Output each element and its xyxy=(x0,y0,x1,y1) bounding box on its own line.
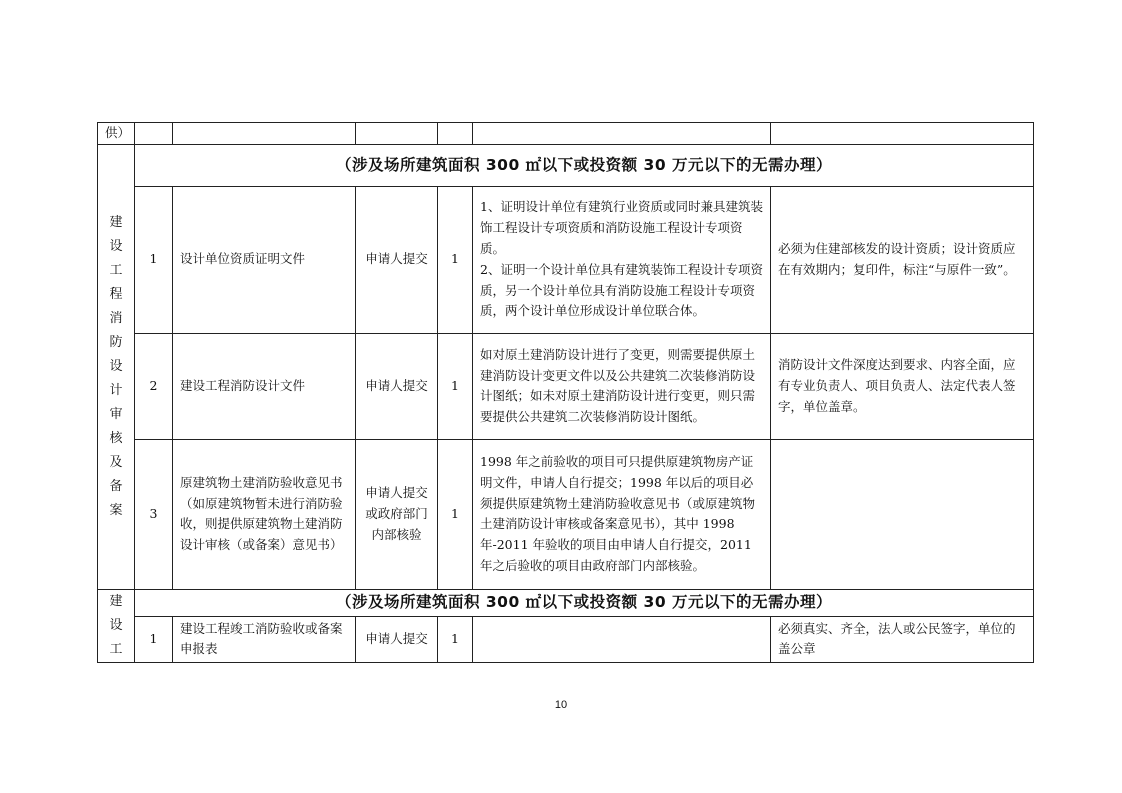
row-number: 3 xyxy=(135,439,173,589)
table-row xyxy=(98,616,1034,662)
section-note-row xyxy=(98,589,1034,616)
material-name: 原建筑物土建消防验收意见书（如原建筑物暂未进行消防验收，则提供原建筑物土建消防设计审核（或备案）意见书） xyxy=(173,439,356,589)
material-requirement: 必须为住建部核发的设计资质；设计资质应在有效期内；复印件，标注“与原件一致”。 xyxy=(771,186,1034,333)
material-name: 建设工程消防设计文件 xyxy=(173,333,356,439)
table-row xyxy=(98,186,1034,333)
material-copies: 1 xyxy=(438,616,473,662)
exemption-note: （涉及场所建筑面积 300 ㎡以下或投资额 30 万元以下的无需办理） xyxy=(135,589,1034,616)
material-source: 申请人提交 xyxy=(356,333,438,439)
material-description: 如对原土建消防设计进行了变更，则需要提供原土建消防设计变更文件以及公共建筑二次装修消防设计图纸；如未对原土建消防设计进行变更，则只需要提供公共建筑二次装修消防设计图纸。 xyxy=(473,333,771,439)
section-note-row xyxy=(98,144,1034,186)
material-source: 申请人提交或政府部门内部核验 xyxy=(356,439,438,589)
exemption-note: （涉及场所建筑面积 300 ㎡以下或投资额 30 万元以下的无需办理） xyxy=(135,144,1034,186)
material-name: 设计单位资质证明文件 xyxy=(173,186,356,333)
category-cell-acceptance: 建设工 xyxy=(98,589,135,662)
row-number: 1 xyxy=(135,616,173,662)
material-description: 1、证明设计单位有建筑行业资质或同时兼具建筑装饰工程设计专项资质和消防设施工程设计专项资质。 2、证明一个设计单位具有建筑装饰工程设计专项资质，另一个设计单位具有消防设施工程设计专项资质，两个设计单位形成设计单位联合体。 xyxy=(473,186,771,333)
category-cell-design: 建设工程消防设计审核及备案 xyxy=(98,144,135,589)
material-copies: 1 xyxy=(438,439,473,589)
row-number: 2 xyxy=(135,333,173,439)
row-number: 1 xyxy=(135,186,173,333)
category-cell-tail: 供） xyxy=(98,123,135,145)
material-requirement: 消防设计文件深度达到要求、内容全面，应有专业负责人、项目负责人、法定代表人签字，单位盖章。 xyxy=(771,333,1034,439)
material-description: 1998 年之前验收的项目可只提供原建筑物房产证明文件，申请人自行提交；1998 年以后的项目必须提供原建筑物土建消防验收意见书（或原建筑物土建消防设计审核或备案意见书），其中 1998 年-2011 年验收的项目由申请人自行提交，2011 年之后验收的项目由政府部门内部核验。 xyxy=(473,439,771,589)
material-copies: 1 xyxy=(438,186,473,333)
material-requirement xyxy=(771,439,1034,589)
material-source: 申请人提交 xyxy=(356,616,438,662)
material-description xyxy=(473,616,771,662)
table-row xyxy=(98,439,1034,589)
table-row xyxy=(98,333,1034,439)
material-source: 申请人提交 xyxy=(356,186,438,333)
continuation-row xyxy=(98,123,1034,145)
materials-table xyxy=(97,122,1034,663)
material-name: 建设工程竣工消防验收或备案申报表 xyxy=(173,616,356,662)
material-copies: 1 xyxy=(438,333,473,439)
page-number: 10 xyxy=(554,699,568,711)
material-requirement: 必须真实、齐全，法人或公民签字，单位的盖公章 xyxy=(771,616,1034,662)
